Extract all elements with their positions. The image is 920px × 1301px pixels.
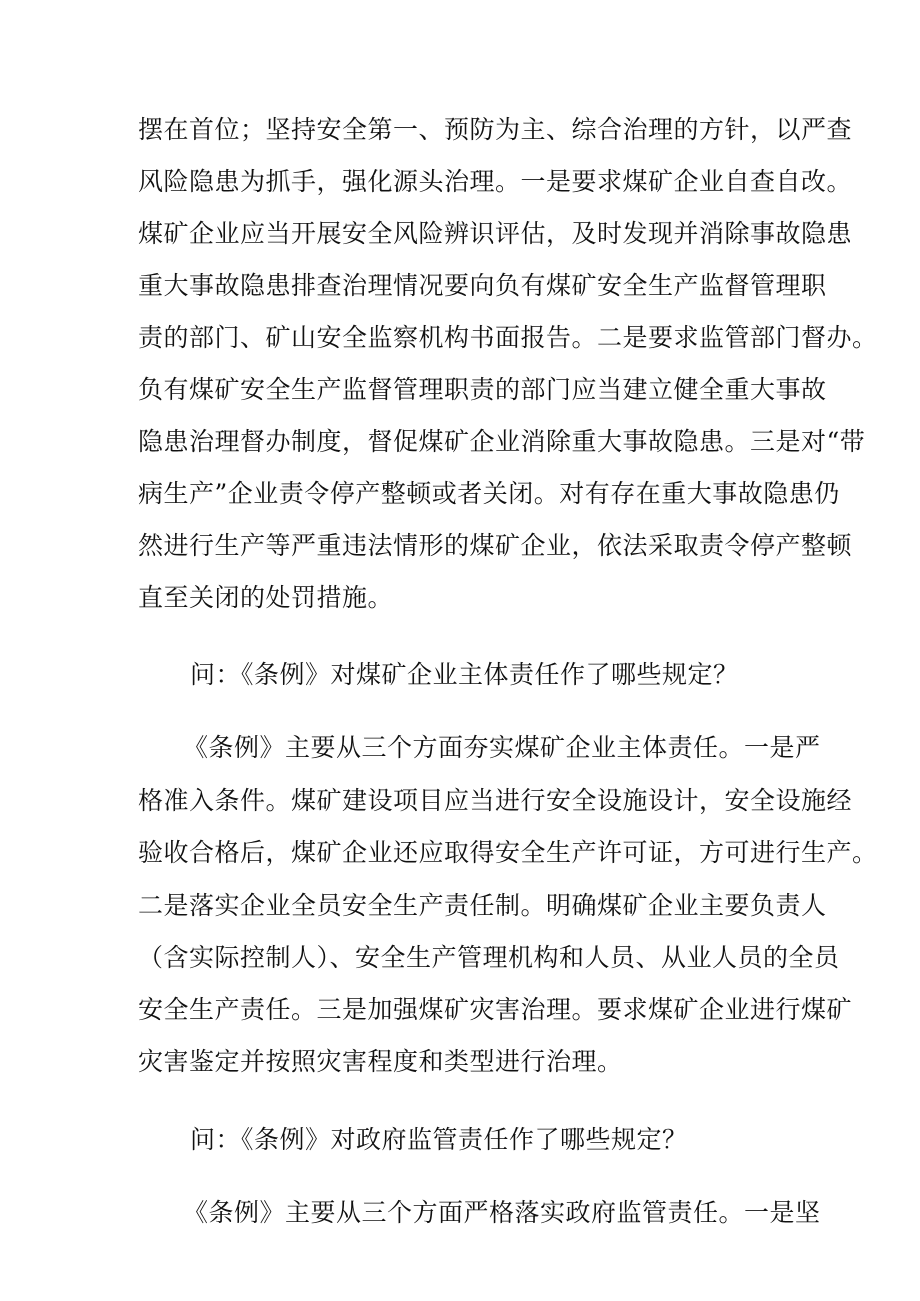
paragraph-line: 《条例》主要从三个方面严格落实政府监管责任。一是坚 [183,1198,821,1227]
paragraph-line: 验收合格后，煤矿企业还应取得安全生产许可证，方可进行生产。 [138,838,878,867]
paragraph-line: 安全生产责任。三是加强煤矿灾害治理。要求煤矿企业进行煤矿 [138,995,853,1024]
question-heading: 问：《条例》对煤矿企业主体责任作了哪些规定？ [190,660,739,689]
question-heading: 问：《条例》对政府监管责任作了哪些规定？ [190,1125,688,1154]
paragraph-line: 隐患治理督办制度，督促煤矿企业消除重大事故隐患。三是对“带 [138,427,866,456]
paragraph-line: （含实际控制人）、安全生产管理机构和人员、从业人员的全员 [138,943,840,972]
paragraph-line: 然进行生产等严重违法情形的煤矿企业，依法采取责令停产整顿 [138,531,853,560]
paragraph-line: 煤矿企业应当开展安全风险辨识评估，及时发现并消除事故隐患 [138,219,853,248]
paragraph-line: 《条例》主要从三个方面夯实煤矿企业主体责任。一是严 [183,733,821,762]
paragraph-line: 责的部门、矿山安全监察机构书面报告。二是要求监管部门督办。 [138,323,878,352]
paragraph-line: 病生产”企业责令停产整顿或者关闭。对有存在重大事故隐患仍 [138,479,840,508]
paragraph-line: 灾害鉴定并按照灾害程度和类型进行治理。 [138,1047,623,1076]
paragraph-line: 重大事故隐患排查治理情况要向负有煤矿安全生产监督管理职 [138,271,827,300]
paragraph-line: 风险隐患为抓手，强化源头治理。一是要求煤矿企业自查自改。 [138,167,853,196]
paragraph-line: 二是落实企业全员安全生产责任制。明确煤矿企业主要负责人 [138,891,827,920]
paragraph-line: 格准入条件。煤矿建设项目应当进行安全设施设计，安全设施经 [138,786,853,815]
paragraph-line: 负有煤矿安全生产监督管理职责的部门应当建立健全重大事故 [138,375,827,404]
paragraph-line: 摆在首位；坚持安全第一、预防为主、综合治理的方针，以严查 [138,115,853,144]
paragraph-line: 直至关闭的处罚措施。 [138,583,394,612]
